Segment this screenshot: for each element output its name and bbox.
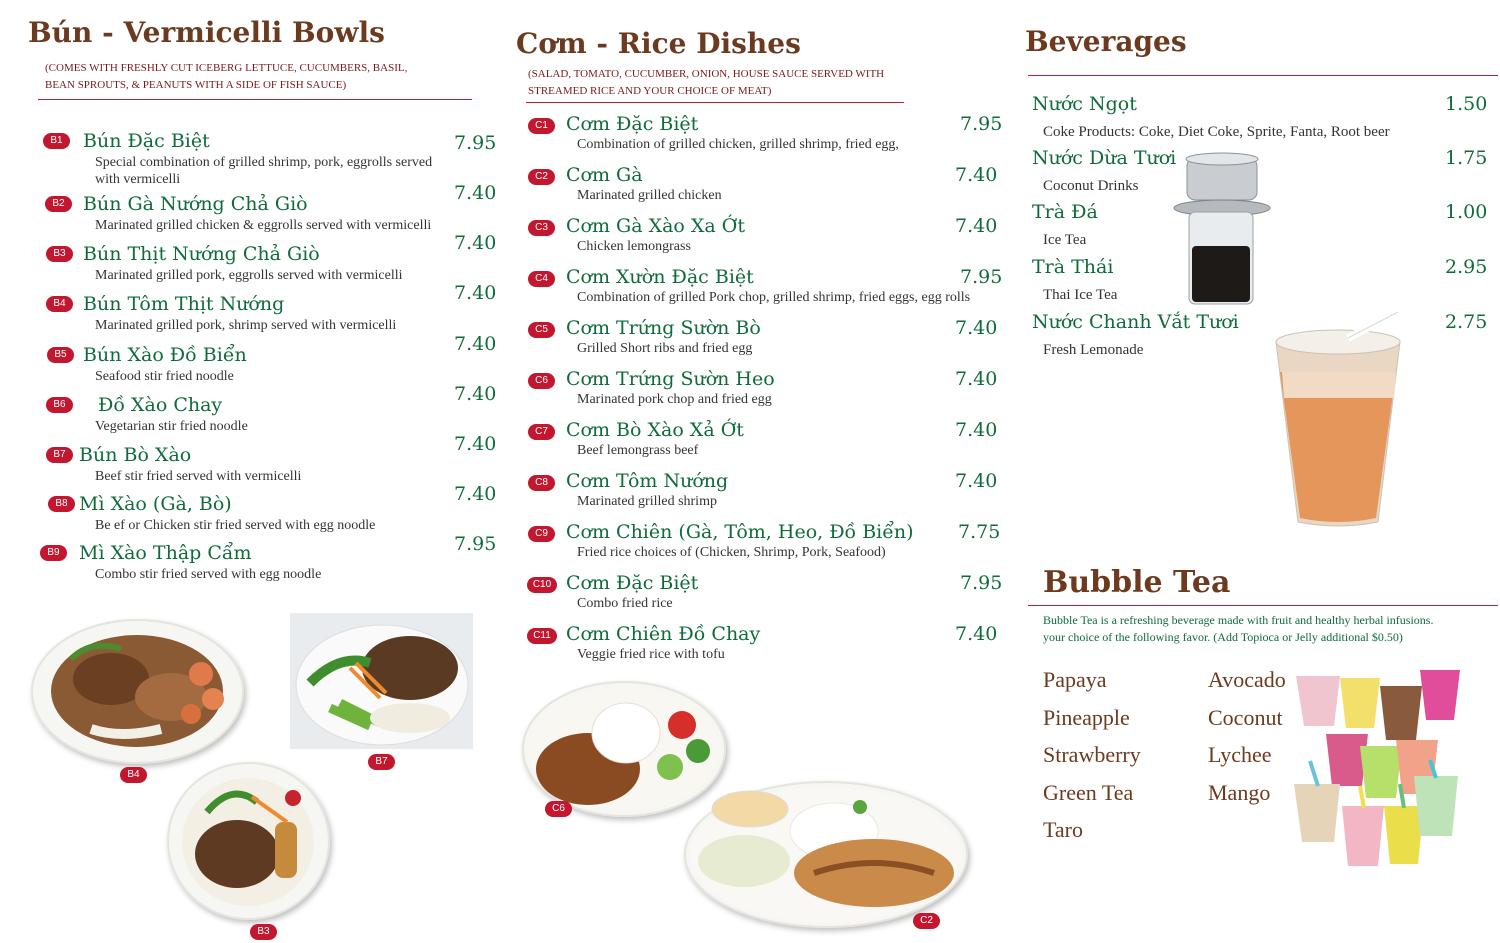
item-name: Cơm Xườn Đặc Biệt	[566, 266, 754, 288]
item-description: Combination of grilled chicken, grilled shrimp, fried egg,	[577, 137, 899, 152]
coffee-filter-photo	[1173, 150, 1273, 312]
item-description: Marinated grilled pork, eggrolls served with vermicelli	[95, 268, 403, 283]
item-price: 7.40	[955, 470, 998, 492]
item-price: 7.95	[454, 132, 497, 154]
item-name: Bún Tôm Thịt Nướng	[83, 293, 285, 315]
item-code-badge: C1	[528, 118, 555, 134]
item-name: Cơm Trứng Sườn Bò	[566, 317, 761, 339]
beverage-name: Nước Dừa Tươi	[1032, 147, 1177, 169]
item-description: Vegetarian stir fried noodle	[95, 419, 248, 434]
item-name: Cơm Tôm Nướng	[566, 470, 729, 492]
item-name: Cơm Đặc Biệt	[566, 572, 699, 594]
dish-photo-c2	[684, 781, 968, 928]
flavor-option: Pineapple	[1043, 704, 1130, 730]
item-description: Combination of grilled Pork chop, grilled shrimp, fried eggs, egg rolls	[577, 290, 971, 305]
dish-photo-b3	[167, 762, 330, 920]
item-description: Marinated grilled shrimp	[577, 494, 717, 509]
bun-section-title: Bún - Vermicelli Bowls	[28, 16, 385, 49]
beverage-name: Nước Ngọt	[1032, 93, 1137, 115]
item-description: Special combination of grilled shrimp, pork, eggrolls served with vermicelli	[95, 155, 433, 187]
com-section-title: Cơm - Rice Dishes	[516, 27, 801, 60]
item-name: Cơm Chiên (Gà, Tôm, Heo, Đồ Biển)	[566, 521, 914, 543]
com-section-note: (SALAD, TOMATO, CUCUMBER, ONION, HOUSE SAUCE SERVED WITH STREAMED RICE AND YOUR CHOICE OF MEAT)	[528, 68, 885, 97]
beverage-price: 2.75	[1445, 311, 1488, 333]
item-code-badge: C4	[528, 271, 555, 287]
item-description: Combo fried rice	[577, 596, 673, 611]
item-description: Chicken lemongrass	[577, 239, 691, 254]
bubble-tea-note: Bubble Tea is a refreshing beverage made with fruit and healthy herbal infusions. your choice of the following favor. (Add Topioca or Jelly additional $0.50)	[1043, 613, 1434, 644]
flavor-option: Mango	[1208, 779, 1271, 805]
flavor-option: Taro	[1043, 817, 1083, 842]
item-code-badge: B3	[46, 246, 73, 262]
beverage-name: Trà Đá	[1032, 201, 1098, 223]
flavor-option: Strawberry	[1043, 742, 1141, 767]
bubble-tea-cups-photo	[1290, 656, 1480, 876]
item-description: Marinated grilled chicken & eggrolls served with vermicelli	[95, 218, 432, 233]
item-description: Veggie fried rice with tofu	[577, 647, 725, 662]
beverage-price: 2.95	[1445, 256, 1488, 278]
item-price: 7.40	[454, 232, 497, 254]
photo-label-b4: B4	[120, 767, 147, 783]
thai-iced-tea-photo	[1268, 312, 1408, 530]
beverage-name: Nước Chanh Vắt Tươi	[1032, 311, 1239, 333]
item-price: 7.40	[454, 333, 497, 355]
bubble-tea-divider	[1028, 605, 1498, 606]
item-code-badge: C6	[528, 373, 555, 389]
photo-label-b7: B7	[368, 754, 395, 770]
item-name: Bún Gà Nướng Chả Giò	[83, 193, 308, 215]
item-code-badge: C2	[528, 169, 555, 185]
beverage-price: 1.75	[1445, 147, 1488, 169]
photo-label-c2: C2	[913, 913, 940, 929]
item-price: 7.40	[454, 182, 497, 204]
item-description: Combo stir fried served with egg noodle	[95, 567, 322, 582]
item-name: Mì Xào Thập Cẩm	[79, 542, 252, 564]
item-code-badge: C5	[528, 322, 555, 338]
item-name: Bún Xào Đồ Biển	[83, 344, 247, 366]
item-description: Beef lemongrass beef	[577, 443, 699, 458]
flavor-option: Avocado	[1208, 667, 1286, 692]
item-code-badge: B5	[47, 347, 74, 363]
flavor-option: Lychee	[1208, 742, 1272, 767]
flavor-option: Coconut	[1208, 704, 1283, 730]
item-name: Bún Bò Xào	[79, 444, 192, 466]
beverage-description: Fresh Lemonade	[1043, 342, 1144, 358]
item-price: 7.95	[454, 533, 497, 555]
item-name: Mì Xào (Gà, Bò)	[79, 493, 232, 515]
photo-label-c6: C6	[545, 801, 572, 817]
item-description: Beef stir fried served with vermicelli	[95, 469, 302, 484]
item-price: 7.40	[955, 215, 998, 237]
item-price: 7.95	[960, 113, 1003, 135]
item-code-badge: B7	[46, 447, 73, 463]
item-price: 7.95	[960, 572, 1003, 594]
bun-section-note: (COMES WITH FRESHLY CUT ICEBERG LETTUCE, CUCUMBERS, BASIL, BEAN SPROUTS, & PEANUTS WITH A SIDE OF FISH SAUCE)	[45, 62, 408, 91]
item-price: 7.40	[955, 419, 998, 441]
item-description: Marinated grilled chicken	[577, 188, 722, 203]
item-price: 7.40	[955, 164, 998, 186]
item-name: Cơm Gà	[566, 164, 643, 186]
item-code-badge: C9	[528, 526, 555, 542]
com-divider	[526, 102, 904, 103]
bubble-tea-section-title: Bubble Tea	[1043, 565, 1231, 600]
item-name: Bún Thịt Nướng Chả Giò	[83, 243, 320, 265]
item-price: 7.40	[454, 433, 497, 455]
item-code-badge: B8	[48, 496, 75, 512]
item-code-badge: B6	[46, 397, 73, 413]
item-price: 7.40	[454, 282, 497, 304]
item-code-badge: C8	[528, 475, 555, 491]
item-code-badge: C11	[527, 628, 557, 644]
item-code-badge: C10	[527, 577, 557, 593]
bun-divider	[38, 99, 472, 100]
item-code-badge: B9	[40, 545, 67, 561]
dish-photo-b4	[31, 619, 244, 764]
item-code-badge: C3	[528, 220, 555, 236]
item-name: Cơm Gà Xào Xa Ớt	[566, 215, 746, 237]
item-code-badge: B2	[45, 196, 72, 212]
item-description: Seafood stir fried noodle	[95, 369, 234, 384]
item-description: Marinated pork chop and fried egg	[577, 392, 772, 407]
item-name: Bún Đặc Biệt	[83, 130, 210, 152]
flavor-option: Green Tea	[1043, 779, 1134, 805]
item-description: Grilled Short ribs and fried egg	[577, 341, 753, 356]
dish-photo-b7	[290, 613, 473, 749]
photo-label-b3: B3	[250, 924, 277, 940]
item-name: Cơm Trứng Sườn Heo	[566, 368, 775, 390]
item-code-badge: B4	[46, 296, 73, 312]
item-price: 7.95	[960, 266, 1003, 288]
flavor-option: Papaya	[1043, 667, 1107, 692]
beverage-description: Coke Products: Coke, Diet Coke, Sprite, Fanta, Root beer	[1043, 124, 1390, 140]
beverage-description: Thai Ice Tea	[1043, 287, 1118, 303]
item-description: Marinated grilled pork, shrimp served with vermicelli	[95, 318, 397, 333]
item-name: Cơm Chiên Đồ Chay	[566, 623, 761, 645]
beverage-price: 1.00	[1445, 201, 1488, 223]
item-price: 7.40	[454, 483, 497, 505]
item-price: 7.40	[454, 383, 497, 405]
item-description: Be ef or Chicken stir fried served with egg noodle	[95, 518, 376, 533]
beverage-description: Ice Tea	[1043, 232, 1087, 248]
beverage-price: 1.50	[1445, 93, 1488, 115]
item-price: 7.75	[958, 521, 1001, 543]
item-price: 7.40	[955, 368, 998, 390]
beverage-name: Trà Thái	[1032, 256, 1114, 278]
beverage-description: Coconut Drinks	[1043, 178, 1139, 194]
item-price: 7.40	[955, 317, 998, 339]
beverages-divider	[1028, 75, 1498, 76]
item-name: Cơm Bò Xào Xả Ớt	[566, 419, 744, 441]
item-description: Fried rice choices of (Chicken, Shrimp, Pork, Seafood)	[577, 545, 886, 560]
item-code-badge: C7	[528, 424, 555, 440]
item-name: Cơm Đặc Biệt	[566, 113, 699, 135]
beverages-section-title: Beverages	[1025, 25, 1187, 58]
item-name: Đồ Xào Chay	[98, 394, 223, 416]
item-code-badge: B1	[43, 133, 70, 149]
item-price: 7.40	[955, 623, 998, 645]
